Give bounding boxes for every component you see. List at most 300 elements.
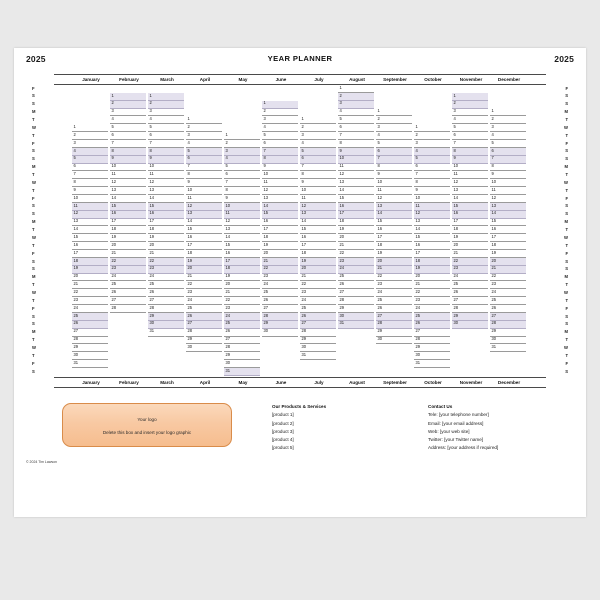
calendar-row — [32, 273, 568, 282]
logo-instruction: Delete this box and insert your logo graphic — [102, 430, 192, 435]
day-cell[interactable] — [300, 352, 336, 360]
day-cell[interactable] — [110, 148, 146, 156]
day-cell[interactable] — [376, 337, 412, 345]
day-cell[interactable] — [452, 124, 488, 132]
weekday-label-left: T — [32, 132, 35, 138]
day-cell[interactable] — [72, 250, 108, 258]
day-cell[interactable] — [186, 179, 222, 187]
day-number: 24 — [377, 289, 383, 295]
day-number: 5 — [187, 147, 190, 153]
day-cell[interactable] — [224, 360, 260, 368]
day-cell[interactable] — [148, 124, 184, 132]
day-cell[interactable] — [262, 305, 298, 313]
day-cell[interactable] — [452, 93, 488, 101]
day-cell[interactable] — [376, 109, 412, 117]
day-cell[interactable] — [186, 171, 222, 179]
day-cell[interactable] — [452, 250, 488, 258]
day-cell[interactable] — [300, 140, 336, 148]
day-number: 22 — [339, 249, 345, 255]
day-cell[interactable] — [224, 156, 260, 164]
day-cell[interactable] — [72, 156, 108, 164]
calendar-row — [32, 84, 568, 93]
day-number: 11 — [339, 163, 344, 169]
day-cell[interactable] — [414, 132, 450, 140]
day-cell[interactable] — [414, 156, 450, 164]
day-cell[interactable] — [490, 124, 526, 132]
day-cell[interactable] — [414, 171, 450, 179]
day-number: 5 — [377, 139, 380, 145]
day-cell[interactable] — [224, 297, 260, 305]
day-number: 25 — [415, 312, 421, 318]
day-cell[interactable] — [72, 164, 108, 172]
product-item[interactable]: [product 5] — [272, 445, 294, 451]
day-number: 28 — [301, 328, 307, 334]
day-cell[interactable] — [490, 187, 526, 195]
day-cell[interactable] — [452, 187, 488, 195]
day-cell[interactable] — [300, 195, 336, 203]
day-cell[interactable] — [300, 156, 336, 164]
day-number: 27 — [263, 304, 269, 310]
day-cell[interactable] — [148, 179, 184, 187]
day-cell[interactable] — [148, 140, 184, 148]
logo-placeholder-box[interactable] — [62, 403, 232, 447]
day-cell[interactable] — [224, 352, 260, 360]
day-cell[interactable] — [110, 109, 146, 117]
day-number: 6 — [149, 131, 152, 137]
day-cell[interactable] — [338, 124, 374, 132]
month-label-march: March — [160, 77, 174, 82]
day-cell[interactable] — [186, 297, 222, 305]
weekday-label-left: F — [32, 305, 35, 311]
day-cell[interactable] — [414, 360, 450, 368]
day-cell[interactable] — [186, 187, 222, 195]
day-cell[interactable] — [338, 305, 374, 313]
day-cell-surface — [72, 140, 108, 148]
weekday-label-right: S — [565, 101, 568, 107]
day-cell[interactable] — [490, 250, 526, 258]
day-cell[interactable] — [376, 140, 412, 148]
day-number: 18 — [453, 226, 459, 232]
day-cell[interactable] — [224, 250, 260, 258]
day-cell[interactable] — [72, 195, 108, 203]
day-cell[interactable] — [414, 148, 450, 156]
day-cell[interactable] — [262, 156, 298, 164]
day-cell[interactable] — [338, 195, 374, 203]
day-cell[interactable] — [110, 93, 146, 101]
day-number: 22 — [149, 257, 155, 263]
day-cell[interactable] — [376, 195, 412, 203]
day-cell[interactable] — [224, 305, 260, 313]
day-number: 28 — [225, 344, 231, 350]
day-cell[interactable] — [72, 234, 108, 242]
day-cell[interactable] — [186, 148, 222, 156]
day-number: 11 — [491, 186, 496, 192]
day-number: 27 — [491, 312, 497, 318]
day-cell[interactable] — [338, 297, 374, 305]
day-number: 29 — [149, 312, 155, 318]
weekday-label-right: M — [564, 329, 568, 335]
day-cell[interactable] — [490, 116, 526, 124]
day-number: 27 — [225, 336, 231, 342]
day-cell[interactable] — [72, 148, 108, 156]
day-cell[interactable] — [224, 140, 260, 148]
day-cell[interactable] — [338, 179, 374, 187]
day-cell[interactable] — [452, 242, 488, 250]
day-cell[interactable] — [148, 148, 184, 156]
day-cell[interactable] — [414, 250, 450, 258]
day-cell[interactable] — [72, 187, 108, 195]
day-cell[interactable] — [224, 179, 260, 187]
day-cell[interactable] — [72, 179, 108, 187]
day-cell[interactable] — [72, 352, 108, 360]
day-cell-surface — [148, 148, 184, 156]
day-cell[interactable] — [414, 297, 450, 305]
day-cell[interactable] — [376, 305, 412, 313]
day-cell[interactable] — [300, 234, 336, 242]
day-cell[interactable] — [490, 195, 526, 203]
day-cell[interactable] — [376, 148, 412, 156]
day-cell[interactable] — [262, 242, 298, 250]
weekday-label-right: S — [565, 321, 568, 327]
day-cell[interactable] — [224, 171, 260, 179]
day-cell[interactable] — [338, 85, 374, 93]
product-item[interactable]: [product 2] — [272, 420, 294, 426]
day-cell[interactable] — [376, 164, 412, 172]
day-cell[interactable] — [490, 132, 526, 140]
day-cell[interactable] — [300, 116, 336, 124]
day-cell[interactable] — [338, 321, 374, 329]
day-cell[interactable] — [490, 344, 526, 352]
logo-title: Your logo — [137, 417, 157, 422]
day-cell-surface — [490, 116, 526, 124]
day-cell-surface — [186, 132, 222, 140]
day-cell[interactable] — [186, 132, 222, 140]
day-cell[interactable] — [262, 297, 298, 305]
day-cell[interactable] — [224, 242, 260, 250]
day-cell[interactable] — [110, 250, 146, 258]
day-cell[interactable] — [110, 242, 146, 250]
day-cell[interactable] — [300, 305, 336, 313]
day-cell[interactable] — [224, 195, 260, 203]
day-cell[interactable] — [110, 132, 146, 140]
day-cell[interactable] — [376, 187, 412, 195]
day-cell[interactable] — [72, 124, 108, 132]
product-item[interactable]: [product 1] — [272, 412, 294, 418]
day-cell[interactable] — [300, 297, 336, 305]
day-number: 28 — [491, 320, 497, 326]
weekday-label-right: S — [565, 258, 568, 264]
day-cell[interactable] — [262, 148, 298, 156]
day-cell[interactable] — [376, 156, 412, 164]
day-cell[interactable] — [376, 179, 412, 187]
day-cell[interactable] — [300, 187, 336, 195]
day-cell[interactable] — [490, 242, 526, 250]
day-cell[interactable] — [148, 195, 184, 203]
day-number: 17 — [111, 218, 117, 224]
day-cell[interactable] — [72, 132, 108, 140]
day-cell[interactable] — [414, 124, 450, 132]
day-cell[interactable] — [452, 132, 488, 140]
day-cell[interactable] — [338, 116, 374, 124]
day-cell[interactable] — [300, 179, 336, 187]
day-number: 25 — [73, 312, 79, 318]
day-cell[interactable] — [300, 164, 336, 172]
day-cell[interactable] — [452, 140, 488, 148]
day-cell[interactable] — [110, 187, 146, 195]
day-cell[interactable] — [148, 93, 184, 101]
day-number: 23 — [187, 289, 193, 295]
day-number: 14 — [263, 202, 269, 208]
day-cell[interactable] — [148, 187, 184, 195]
day-cell[interactable] — [414, 187, 450, 195]
day-cell[interactable] — [262, 195, 298, 203]
day-cell[interactable] — [414, 352, 450, 360]
day-cell[interactable] — [490, 234, 526, 242]
day-cell[interactable] — [148, 305, 184, 313]
day-cell[interactable] — [338, 93, 374, 101]
weekday-label-left: F — [32, 140, 35, 146]
day-cell[interactable] — [72, 242, 108, 250]
day-number: 9 — [187, 179, 190, 184]
product-item[interactable]: [product 3] — [272, 428, 294, 434]
day-cell[interactable] — [110, 140, 146, 148]
day-cell[interactable] — [376, 234, 412, 242]
day-cell[interactable] — [490, 164, 526, 172]
day-cell[interactable] — [300, 148, 336, 156]
day-cell[interactable] — [148, 101, 184, 109]
day-cell[interactable] — [224, 132, 260, 140]
day-number: 29 — [73, 344, 79, 350]
weekday-label-right: S — [565, 368, 568, 374]
day-cell[interactable] — [186, 164, 222, 172]
day-cell[interactable] — [414, 179, 450, 187]
day-cell[interactable] — [110, 179, 146, 187]
day-cell[interactable] — [148, 297, 184, 305]
day-cell[interactable] — [414, 305, 450, 313]
day-cell-surface — [338, 85, 374, 93]
day-number: 15 — [263, 210, 269, 216]
day-cell[interactable] — [262, 109, 298, 117]
day-cell[interactable] — [414, 195, 450, 203]
day-cell-surface — [72, 124, 108, 132]
day-cell[interactable] — [452, 305, 488, 313]
day-cell[interactable] — [186, 250, 222, 258]
day-cell[interactable] — [490, 109, 526, 117]
day-cell[interactable] — [452, 109, 488, 117]
day-cell[interactable] — [376, 250, 412, 258]
day-number: 24 — [225, 312, 231, 318]
day-cell[interactable] — [338, 140, 374, 148]
day-cell[interactable] — [452, 148, 488, 156]
day-number: 9 — [453, 155, 456, 161]
day-cell-surface — [490, 140, 526, 148]
day-cell[interactable] — [300, 124, 336, 132]
day-cell-surface — [224, 195, 260, 203]
day-cell[interactable] — [224, 368, 260, 376]
day-cell[interactable] — [490, 148, 526, 156]
day-cell[interactable] — [452, 179, 488, 187]
day-cell[interactable] — [490, 140, 526, 148]
day-cell[interactable] — [186, 116, 222, 124]
day-cell[interactable] — [72, 171, 108, 179]
day-cell[interactable] — [452, 195, 488, 203]
contact-line[interactable]: Address: [your address if required] — [428, 445, 499, 451]
day-number: 14 — [453, 194, 459, 200]
day-cell[interactable] — [148, 109, 184, 117]
day-cell[interactable] — [186, 344, 222, 352]
month-header-bottom — [54, 377, 546, 388]
day-cell-surface — [148, 140, 184, 148]
day-cell[interactable] — [110, 234, 146, 242]
day-cell[interactable] — [376, 297, 412, 305]
day-cell-surface — [452, 148, 488, 156]
weekday-label-left: M — [32, 274, 36, 280]
day-cell[interactable] — [110, 101, 146, 109]
day-cell[interactable] — [490, 297, 526, 305]
weekday-label-right: T — [565, 297, 568, 303]
day-cell-surface — [186, 148, 222, 156]
day-cell[interactable] — [224, 148, 260, 156]
day-cell[interactable] — [262, 179, 298, 187]
day-cell[interactable] — [452, 321, 488, 329]
day-cell[interactable] — [376, 124, 412, 132]
day-cell[interactable] — [186, 124, 222, 132]
day-number: 13 — [415, 218, 421, 224]
calendar-row — [32, 296, 568, 305]
day-number: 18 — [111, 226, 117, 232]
planner-header — [14, 48, 586, 74]
day-number: 29 — [491, 328, 497, 334]
day-number: 7 — [149, 139, 152, 145]
day-number: 15 — [377, 218, 383, 224]
day-cell[interactable] — [262, 234, 298, 242]
day-number: 22 — [225, 296, 231, 302]
day-cell[interactable] — [110, 305, 146, 313]
day-number: 20 — [263, 249, 269, 255]
day-cell[interactable] — [262, 124, 298, 132]
day-cell[interactable] — [148, 132, 184, 140]
day-cell[interactable] — [224, 234, 260, 242]
day-cell[interactable] — [452, 116, 488, 124]
day-cell[interactable] — [72, 297, 108, 305]
day-cell[interactable] — [262, 187, 298, 195]
contact-line[interactable]: Web: [your web site] — [428, 428, 470, 434]
day-cell[interactable] — [186, 195, 222, 203]
day-cell[interactable] — [72, 140, 108, 148]
day-cell[interactable] — [338, 101, 374, 109]
day-cell[interactable] — [414, 164, 450, 172]
day-cell[interactable] — [148, 242, 184, 250]
day-cell[interactable] — [72, 360, 108, 368]
day-cell[interactable] — [338, 187, 374, 195]
day-cell-surface — [452, 140, 488, 148]
day-cell[interactable] — [376, 132, 412, 140]
calendar-row — [32, 92, 568, 101]
day-cell[interactable] — [338, 109, 374, 117]
day-number: 25 — [453, 281, 459, 287]
day-cell[interactable] — [224, 187, 260, 195]
day-cell[interactable] — [376, 242, 412, 250]
day-cell[interactable] — [300, 132, 336, 140]
day-cell[interactable] — [262, 329, 298, 337]
day-number: 8 — [339, 139, 342, 145]
month-label-january: January — [82, 380, 100, 385]
day-cell-surface — [414, 164, 450, 172]
day-cell[interactable] — [186, 140, 222, 148]
day-number: 18 — [149, 226, 155, 232]
day-number: 11 — [73, 202, 78, 208]
day-number: 31 — [73, 359, 79, 365]
day-cell[interactable] — [452, 297, 488, 305]
day-number: 16 — [149, 210, 155, 216]
day-number: 21 — [453, 249, 459, 255]
day-cell[interactable] — [376, 116, 412, 124]
day-cell[interactable] — [262, 132, 298, 140]
day-cell[interactable] — [262, 101, 298, 109]
day-cell[interactable] — [262, 116, 298, 124]
product-item[interactable]: [product 4] — [272, 436, 294, 442]
day-number: 18 — [301, 249, 307, 255]
contact-line[interactable]: Twitter: [your Twitter name] — [428, 436, 484, 442]
day-cell[interactable] — [186, 242, 222, 250]
day-cell[interactable] — [414, 234, 450, 242]
day-number: 15 — [301, 226, 307, 232]
day-cell[interactable] — [110, 195, 146, 203]
day-cell[interactable] — [490, 156, 526, 164]
day-number: 14 — [187, 218, 193, 224]
day-cell[interactable] — [262, 250, 298, 258]
day-cell[interactable] — [186, 305, 222, 313]
day-cell[interactable] — [110, 124, 146, 132]
day-cell[interactable] — [148, 250, 184, 258]
day-cell[interactable] — [452, 101, 488, 109]
day-cell[interactable] — [224, 164, 260, 172]
day-cell[interactable] — [186, 156, 222, 164]
weekday-label-left: S — [32, 203, 35, 209]
day-cell[interactable] — [186, 234, 222, 242]
day-cell[interactable] — [490, 305, 526, 313]
day-cell[interactable] — [148, 234, 184, 242]
day-cell[interactable] — [262, 140, 298, 148]
day-cell[interactable] — [148, 329, 184, 337]
day-cell[interactable] — [110, 297, 146, 305]
day-cell[interactable] — [72, 305, 108, 313]
day-cell[interactable] — [110, 116, 146, 124]
day-number: 3 — [187, 131, 190, 137]
day-number: 23 — [73, 296, 79, 302]
day-number: 12 — [73, 210, 79, 216]
day-cell[interactable] — [300, 242, 336, 250]
day-cell[interactable] — [338, 234, 374, 242]
day-cell[interactable] — [414, 140, 450, 148]
day-cell[interactable] — [338, 132, 374, 140]
day-cell[interactable] — [414, 242, 450, 250]
day-cell[interactable] — [148, 116, 184, 124]
day-cell[interactable] — [300, 250, 336, 258]
calendar-row — [32, 289, 568, 297]
day-cell[interactable] — [452, 234, 488, 242]
day-number: 12 — [263, 186, 269, 192]
day-cell[interactable] — [300, 171, 336, 179]
day-cell[interactable] — [490, 179, 526, 187]
day-number: 3 — [415, 139, 418, 145]
day-cell[interactable] — [338, 242, 374, 250]
contact-line[interactable]: Email: [your email address] — [428, 420, 484, 426]
contact-line[interactable]: Tele: [your telephone number] — [428, 412, 489, 418]
day-number: 16 — [73, 241, 79, 247]
day-cell[interactable] — [338, 250, 374, 258]
day-number: 11 — [301, 194, 306, 200]
